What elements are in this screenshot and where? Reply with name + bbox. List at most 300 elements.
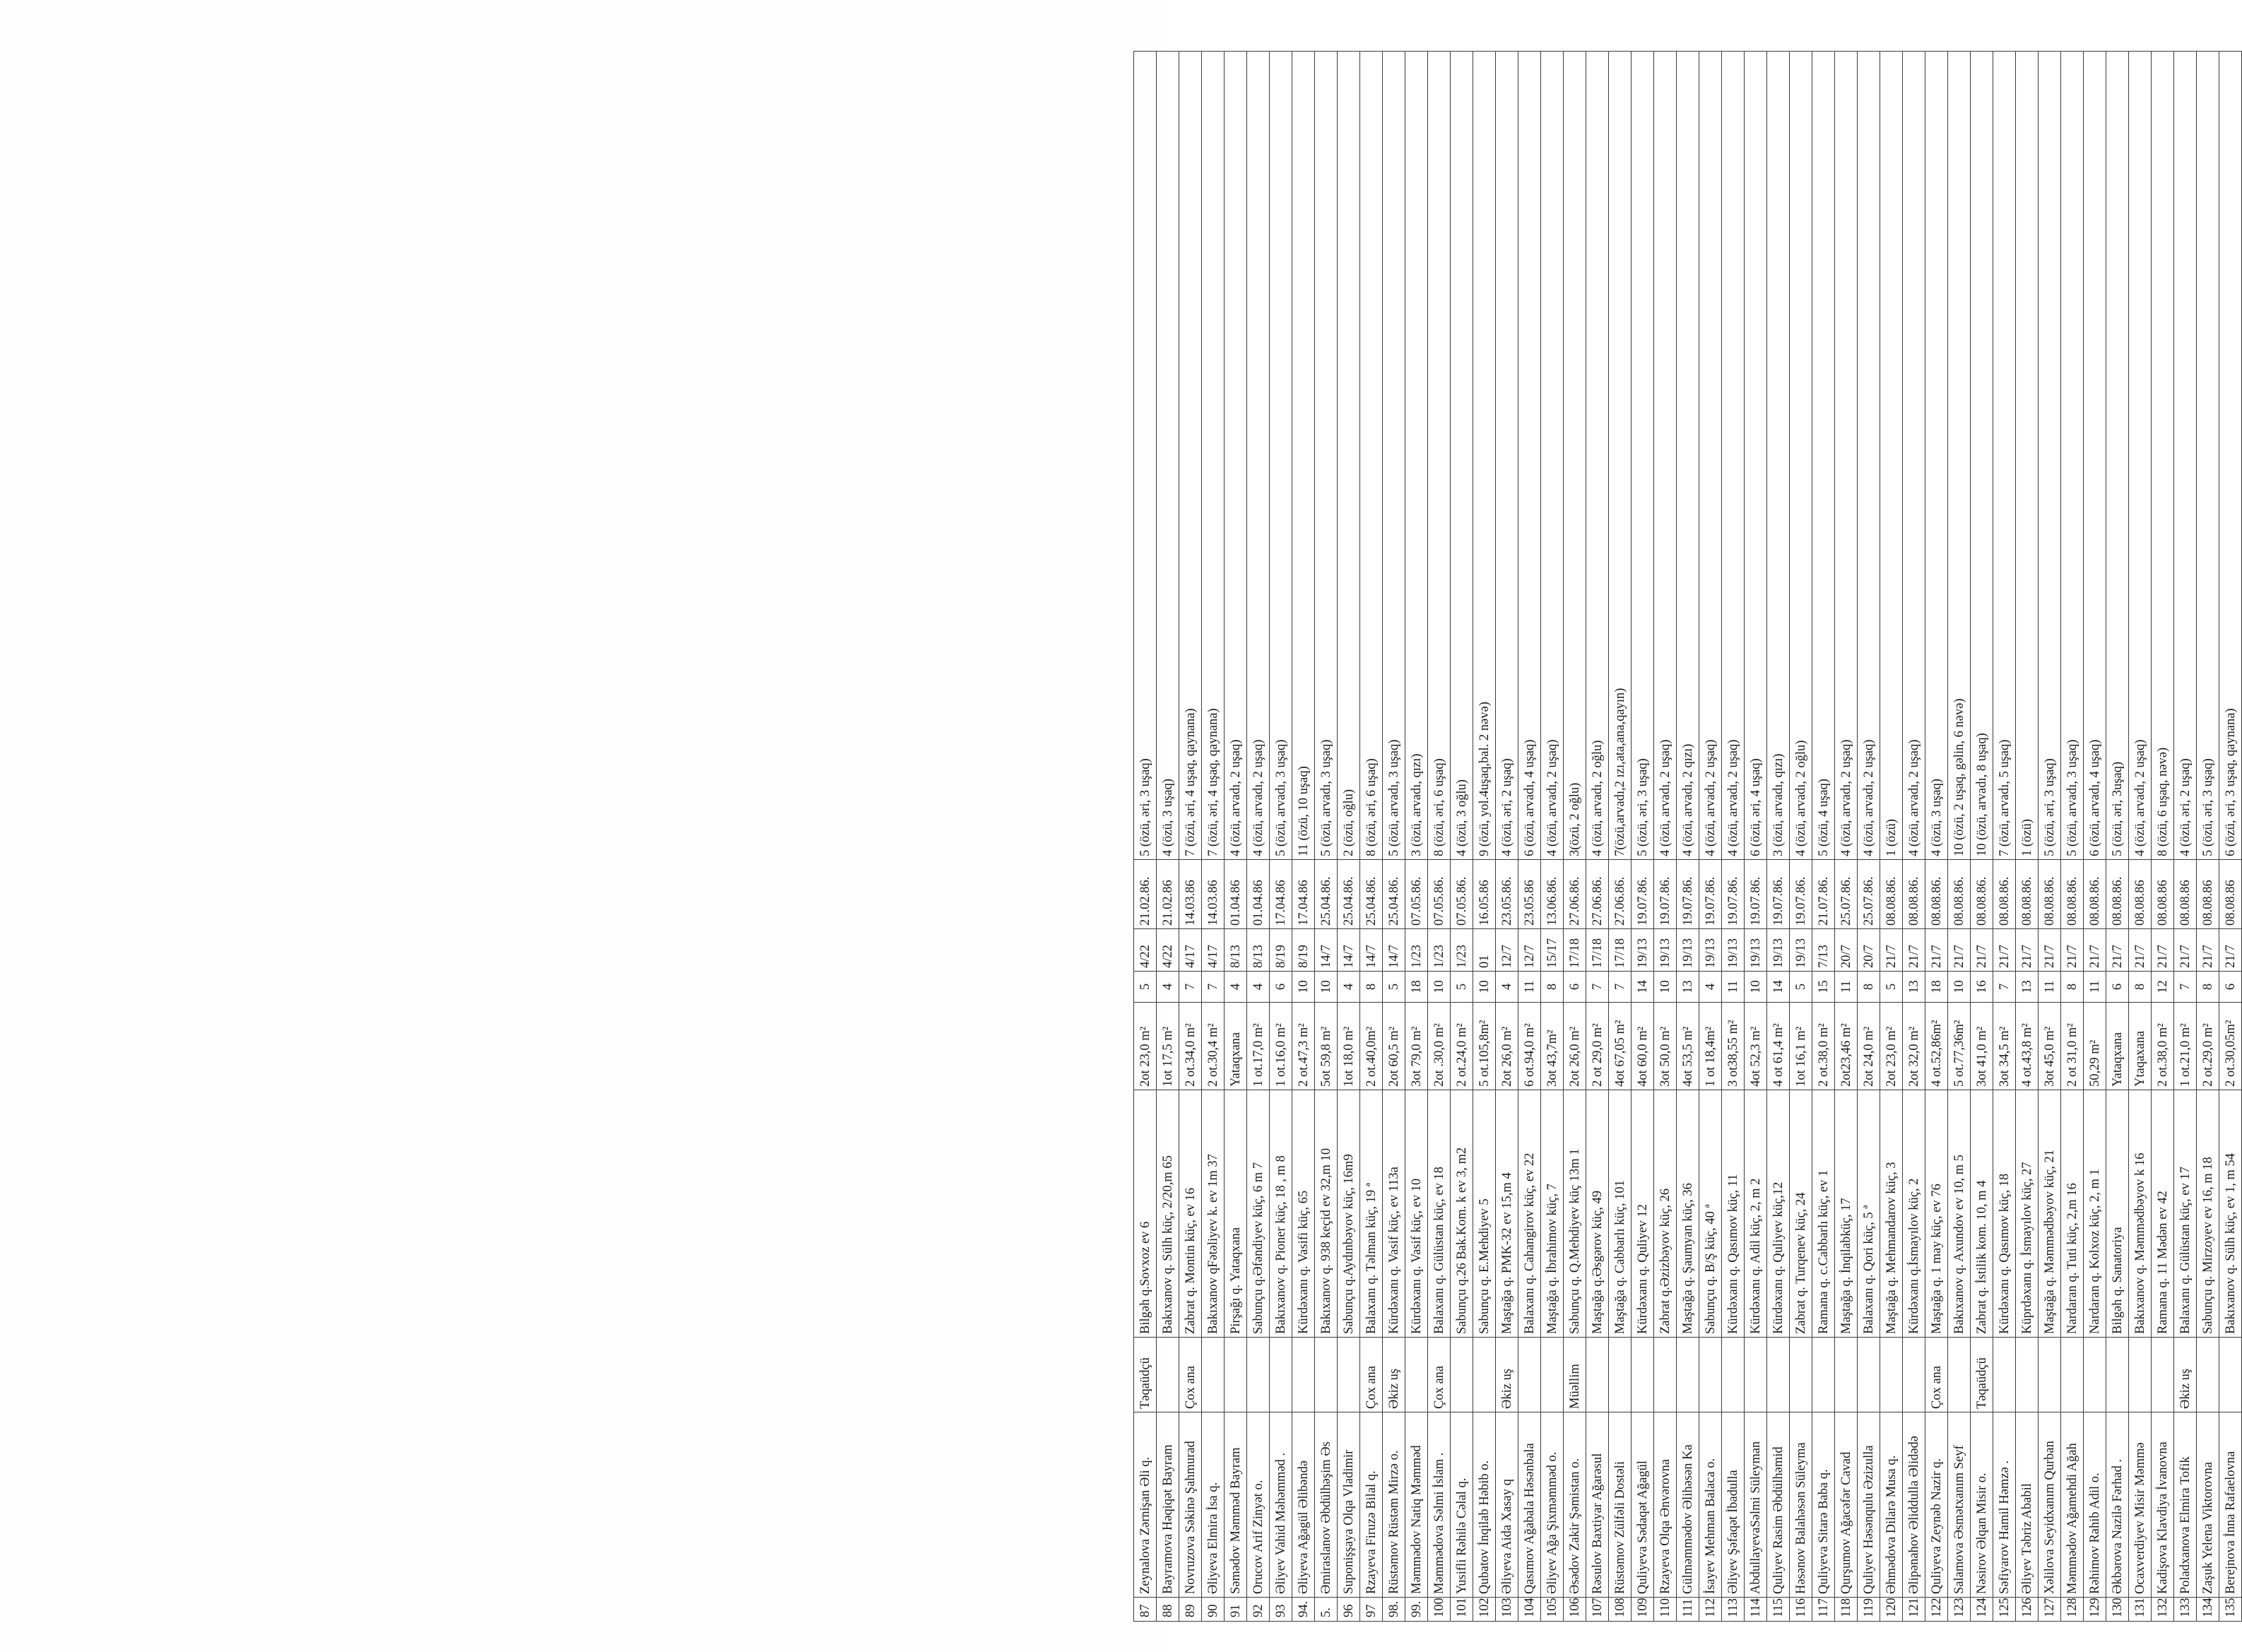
- cell-address: Kürdəxanı q. Vasif küç, ev 10: [1405, 1090, 1428, 1338]
- cell-living-area: 2ot 26,0 m²: [1496, 1003, 1518, 1090]
- cell-full-name: Əsədov Zakir Şəmistan o.: [1564, 1412, 1586, 1598]
- cell-category-status: [1790, 1338, 1812, 1412]
- cell-row-number: 91: [1225, 1598, 1247, 1622]
- cell-category-status: [2084, 1338, 2106, 1412]
- cell-registered-count: 11: [1722, 972, 1745, 1003]
- cell-living-area: 2 ot.40,0m²: [1360, 1003, 1383, 1090]
- cell-living-area: 3ot 45,0 m²: [2039, 1003, 2061, 1090]
- cell-registration-date: 25.07.86.: [1835, 860, 1858, 929]
- cell-full-name: Rəhimov Rahib Adil o.: [2084, 1412, 2106, 1598]
- cell-category-status: [1948, 1338, 1971, 1412]
- cell-row-number: 104: [1518, 1598, 1541, 1622]
- table-row: [1609, 52, 1632, 1622]
- cell-category-status: [1541, 1338, 1564, 1412]
- cell-living-area: 4ot 53,5 m²: [1677, 1003, 1699, 1090]
- cell-registration-date: 08.08.86.: [2084, 860, 2106, 929]
- cell-registered-count: 7: [1993, 972, 2016, 1003]
- cell-family-composition: 11 (özü, 10 uşaq): [1292, 52, 1315, 860]
- cell-order-number: 21/7: [2197, 929, 2219, 972]
- cell-category-status: [1880, 1338, 1903, 1412]
- cell-row-number: 90: [1202, 1598, 1225, 1622]
- cell-order-number: 20/7: [1858, 929, 1880, 972]
- table-row: [1541, 52, 1564, 1622]
- cell-category-status: [1654, 1338, 1677, 1412]
- cell-living-area: 2 ot 29,0 m²: [1586, 1003, 1609, 1090]
- cell-registered-count: 10: [1292, 972, 1315, 1003]
- cell-registration-date: 23.05.86: [1518, 860, 1541, 929]
- cell-order-number: 21/7: [2039, 929, 2061, 972]
- table-row: [1903, 52, 1925, 1622]
- cell-full-name: Əliyev Vahid Məhəmməd .: [1270, 1412, 1292, 1598]
- table-row: [1699, 52, 1722, 1622]
- cell-category-status: [1451, 1338, 1473, 1412]
- cell-full-name: Salamova Əsmətxanım Seyf: [1948, 1412, 1971, 1598]
- cell-category-status: [2106, 1338, 2129, 1412]
- cell-registered-count: 6: [1270, 972, 1292, 1003]
- cell-order-number: 8/13: [1225, 929, 1247, 972]
- cell-row-number: 103: [1496, 1598, 1518, 1622]
- cell-living-area: 2 ot.47,3 m²: [1292, 1003, 1315, 1090]
- cell-family-composition: 1 (özü): [1880, 52, 1903, 860]
- cell-registration-date: 23.05.86.: [1496, 860, 1518, 929]
- cell-category-status: [1315, 1338, 1338, 1412]
- cell-registration-date: 16.05.86: [1473, 860, 1496, 929]
- cell-family-composition: 4 (özü, arvadı, 2 uşaq): [1247, 52, 1270, 860]
- cell-family-composition: 7 (özü, əri, 4 uşaq, qaynana): [1179, 52, 1202, 860]
- table-row: [1473, 52, 1496, 1622]
- cell-registered-count: 10: [1948, 972, 1971, 1003]
- cell-family-composition: 5 (özü, əri, 3 uşaq): [2197, 52, 2219, 860]
- cell-registered-count: 6: [2106, 972, 2129, 1003]
- cell-address: Zabrat q. Turqenev küç, 24: [1790, 1090, 1812, 1338]
- cell-registered-count: 14: [1632, 972, 1654, 1003]
- cell-family-composition: 4 (özü, arvadı, 2 uşaq): [1699, 52, 1722, 860]
- table-row: [2129, 52, 2152, 1622]
- table-row: [1835, 52, 1858, 1622]
- cell-full-name: Novruzova Səkinə Şahmurad: [1179, 1412, 1202, 1598]
- cell-full-name: Zeynalova Zərnişan Əli q.: [1134, 1412, 1157, 1598]
- cell-living-area: 1ot 16,1 m²: [1790, 1003, 1812, 1090]
- table-row: [1247, 52, 1270, 1622]
- cell-living-area: 1ot 17,5 m²: [1157, 1003, 1179, 1090]
- cell-address: Zabrat q. İstilik kom. 10, m 4: [1971, 1090, 1993, 1338]
- cell-registered-count: 6: [1564, 972, 1586, 1003]
- table-row: [1202, 52, 1225, 1622]
- cell-registered-count: 5: [1383, 972, 1405, 1003]
- cell-living-area: 4 ot.52,86m²: [1925, 1003, 1948, 1090]
- cell-registration-date: 07.05.86.: [1428, 860, 1451, 929]
- cell-family-composition: 4 (özü, arvadı, 2 uşaq): [1541, 52, 1564, 860]
- cell-row-number: 124: [1971, 1598, 1993, 1622]
- cell-address: Maştağa q. Şaumyan küç, 36: [1677, 1090, 1699, 1338]
- cell-row-number: 102: [1473, 1598, 1496, 1622]
- cell-order-number: 4/17: [1202, 929, 1225, 972]
- cell-registration-date: 08.08.86: [2197, 860, 2219, 929]
- cell-registration-date: 19.07.86.: [1677, 860, 1699, 929]
- cell-category-status: [1722, 1338, 1745, 1412]
- cell-category-status: [1812, 1338, 1835, 1412]
- table-row: [1767, 52, 1790, 1622]
- cell-address: Sabunçu q.Əfəndiyev küç, 6 m 7: [1247, 1090, 1270, 1338]
- cell-living-area: 2 ot.29,0 m²: [2197, 1003, 2219, 1090]
- cell-family-composition: 4 (özü, arvadı, 2 uşaq): [1654, 52, 1677, 860]
- cell-row-number: 101: [1451, 1598, 1473, 1622]
- cell-category-status: Müəllim: [1564, 1338, 1586, 1412]
- cell-registration-date: 27.06.86.: [1586, 860, 1609, 929]
- cell-row-number: 106: [1564, 1598, 1586, 1622]
- cell-living-area: 2ot23,46 m²: [1835, 1003, 1858, 1090]
- cell-registered-count: 7: [1586, 972, 1609, 1003]
- cell-address: Bakıxanov q. Sülh küç, 2/20,m 65: [1157, 1090, 1179, 1338]
- cell-row-number: 87: [1134, 1598, 1157, 1622]
- table-row: [2174, 52, 2197, 1622]
- cell-category-status: Əkiz uş: [2174, 1338, 2197, 1412]
- table-row: [1564, 52, 1586, 1622]
- cell-family-composition: 7 (özü, əri, 4 uşaq, qaynana): [1202, 52, 1225, 860]
- cell-full-name: Ocaxverdiyev Misir Məmmə: [2129, 1412, 2152, 1598]
- cell-address: Kürdəxanı q. Qasımov küç, 18: [1993, 1090, 2016, 1338]
- cell-family-composition: 9 (özü, yol.4uşaq,bal. 2 nəvə): [1473, 52, 1496, 860]
- cell-full-name: Əliyeva Elmira İsa q.: [1202, 1412, 1225, 1598]
- cell-order-number: 15/17: [1541, 929, 1564, 972]
- cell-address: Küprdəxanı q. İsmayılov küç, 27: [2016, 1090, 2039, 1338]
- cell-row-number: 133: [2174, 1598, 2197, 1622]
- cell-registered-count: 10: [1315, 972, 1338, 1003]
- cell-category-status: [1677, 1338, 1699, 1412]
- cell-full-name: Quliyeva Sədaqət Ağagül: [1632, 1412, 1654, 1598]
- cell-category-status: [2039, 1338, 2061, 1412]
- cell-living-area: 4 ot 61,4 m²: [1767, 1003, 1790, 1090]
- cell-registered-count: 4: [1157, 972, 1179, 1003]
- cell-registration-date: 08.08.86.: [1880, 860, 1903, 929]
- cell-order-number: 4/22: [1157, 929, 1179, 972]
- cell-address: Kürdəxanı q. Qasımov küç, 11: [1722, 1090, 1745, 1338]
- cell-living-area: 3ot 41,0 m²: [1971, 1003, 1993, 1090]
- table-row: [1225, 52, 1247, 1622]
- cell-row-number: 105: [1541, 1598, 1564, 1622]
- table-row: [1790, 52, 1812, 1622]
- cell-registered-count: 6: [2219, 972, 2242, 1003]
- cell-full-name: Əliyeva Aida Xasay q: [1496, 1412, 1518, 1598]
- cell-family-composition: 4 (özü, arvadı, 2 uşaq): [1225, 52, 1247, 860]
- cell-registration-date: 08.08.86: [2219, 860, 2242, 929]
- cell-full-name: Suponişşaya Olqa Vladimir: [1338, 1412, 1360, 1598]
- table-row: [1993, 52, 2016, 1622]
- cell-address: Bilgəh q.Sovxoz ev 6: [1134, 1090, 1157, 1338]
- table-row: [1812, 52, 1835, 1622]
- table-row: [1360, 52, 1383, 1622]
- cell-category-status: [2197, 1338, 2219, 1412]
- cell-row-number: 114: [1745, 1598, 1767, 1622]
- cell-order-number: 19/13: [1790, 929, 1812, 972]
- cell-registration-date: 08.08.86.: [1948, 860, 1971, 929]
- cell-registration-date: 21.02.86.: [1134, 860, 1157, 929]
- table-row: [2084, 52, 2106, 1622]
- cell-address: Balaxanı q. Gülüstan küç, ev 18: [1428, 1090, 1451, 1338]
- cell-row-number: 121: [1903, 1598, 1925, 1622]
- cell-family-composition: 4 (özü, arvadı, 2 uşaq): [1835, 52, 1858, 860]
- cell-registration-date: 08.08.86: [2174, 860, 2197, 929]
- cell-order-number: 4/17: [1179, 929, 1202, 972]
- cell-living-area: 2ot .30,0 m²: [1428, 1003, 1451, 1090]
- cell-address: Pirşağı q. Yataqxana: [1225, 1090, 1247, 1338]
- cell-order-number: 14/7: [1383, 929, 1405, 972]
- cell-row-number: 119: [1858, 1598, 1880, 1622]
- cell-full-name: Əliyev Təbriz Ababil: [2016, 1412, 2039, 1598]
- cell-row-number: 100: [1428, 1598, 1451, 1622]
- cell-order-number: 12/7: [1496, 929, 1518, 972]
- table-row: [1496, 52, 1518, 1622]
- cell-order-number: 19/13: [1632, 929, 1654, 972]
- cell-registration-date: 08.08.86: [2129, 860, 2152, 929]
- cell-row-number: 118: [1835, 1598, 1858, 1622]
- cell-address: Sabunçu q. B/Ş küç, 40 ª: [1699, 1090, 1722, 1338]
- table-row: [1451, 52, 1473, 1622]
- cell-order-number: 19/13: [1745, 929, 1767, 972]
- table-row: [1745, 52, 1767, 1622]
- cell-address: Bakıxanov qFətəliyev k. ev 1m 37: [1202, 1090, 1225, 1338]
- cell-registered-count: 18: [1405, 972, 1428, 1003]
- cell-living-area: 3 ot38,55 m²: [1722, 1003, 1745, 1090]
- cell-category-status: [2016, 1338, 2039, 1412]
- cell-address: Bakıxanov q. Sülh küç, ev 1, m 54: [2219, 1090, 2242, 1338]
- cell-order-number: 8/13: [1247, 929, 1270, 972]
- cell-category-status: Çox ana: [1179, 1338, 1202, 1412]
- cell-registration-date: 08.08.86.: [1993, 860, 2016, 929]
- cell-order-number: 8/19: [1270, 929, 1292, 972]
- cell-row-number: 107: [1586, 1598, 1609, 1622]
- cell-order-number: 12/7: [1518, 929, 1541, 972]
- table-row: [1654, 52, 1677, 1622]
- cell-registered-count: 8: [1858, 972, 1880, 1003]
- cell-full-name: Xəlilova Seyidxanım Qurban: [2039, 1412, 2061, 1598]
- cell-family-composition: 5 (özü, arvadı, 3 uşaq): [2061, 52, 2084, 860]
- cell-family-composition: 4 (özü, əri, 2 uşaq): [1496, 52, 1518, 860]
- cell-family-composition: 4 (özü, arvadı, 2 qızı): [1677, 52, 1699, 860]
- cell-registered-count: 11: [1835, 972, 1858, 1003]
- cell-row-number: 131: [2129, 1598, 2152, 1622]
- cell-row-number: 123: [1948, 1598, 1971, 1622]
- cell-registration-date: 19.07.86.: [1767, 860, 1790, 929]
- cell-row-number: 130: [2106, 1598, 2129, 1622]
- cell-order-number: 21/7: [1925, 929, 1948, 972]
- table-row: [1880, 52, 1903, 1622]
- housing-queue-table: [1133, 51, 2242, 1622]
- cell-living-area: 2 ot.24,0 m²: [1451, 1003, 1473, 1090]
- cell-living-area: 2ot 32,0 m²: [1903, 1003, 1925, 1090]
- cell-address: Ramana q. 11 Mədən ev 42: [2152, 1090, 2174, 1338]
- cell-address: Kürdəxanı q.İsmayılov küç, 2: [1903, 1090, 1925, 1338]
- cell-category-status: [1632, 1338, 1654, 1412]
- cell-family-composition: 5 (özü, arvadı, 3 uşaq): [1270, 52, 1292, 860]
- cell-registered-count: 13: [1903, 972, 1925, 1003]
- cell-full-name: Məmmədov Natiq Məmməd: [1405, 1412, 1428, 1598]
- table-row: [1428, 52, 1451, 1622]
- cell-registration-date: 08.08.86.: [1925, 860, 1948, 929]
- cell-order-number: 1/23: [1405, 929, 1428, 972]
- table-row: [1338, 52, 1360, 1622]
- rotated-table-container: [1133, 52, 2238, 1622]
- cell-row-number: 126: [2016, 1598, 2039, 1622]
- cell-registered-count: 7: [1202, 972, 1225, 1003]
- cell-category-status: [1835, 1338, 1858, 1412]
- cell-address: Sabunçu q.Aydınbəyov küç, 16m9: [1338, 1090, 1360, 1338]
- cell-full-name: Bayramova Həqiqət Bayram: [1157, 1412, 1179, 1598]
- cell-living-area: 2ot 23,0 m²: [1134, 1003, 1157, 1090]
- cell-family-composition: 4 (özü, əri, 2 uşaq): [2174, 52, 2197, 860]
- cell-living-area: 3ot 79,0 m²: [1405, 1003, 1428, 1090]
- cell-living-area: 4ot 67,05 m²: [1609, 1003, 1632, 1090]
- cell-registered-count: 5: [1134, 972, 1157, 1003]
- cell-registration-date: 25.04.86.: [1338, 860, 1360, 929]
- cell-registration-date: 13.06.86.: [1541, 860, 1564, 929]
- cell-registered-count: 8: [2197, 972, 2219, 1003]
- cell-registration-date: 08.08.86.: [1903, 860, 1925, 929]
- cell-address: Maştağa q.Əsgərov küç, 49: [1586, 1090, 1609, 1338]
- cell-family-composition: 5 (özü, 4 uşaq): [1812, 52, 1835, 860]
- cell-address: Maştağa q. Mehmandarov küç, 3: [1880, 1090, 1903, 1338]
- cell-address: Zabrat q. Montin küç, ev 16: [1179, 1090, 1202, 1338]
- cell-address: Balaxanı q. Cahangirov küç, ev 22: [1518, 1090, 1541, 1338]
- cell-category-status: [1745, 1338, 1767, 1412]
- cell-full-name: Əmiraslanov Əbdülhəşim Əs: [1315, 1412, 1338, 1598]
- cell-order-number: 19/13: [1677, 929, 1699, 972]
- cell-registration-date: 25.04.86.: [1360, 860, 1383, 929]
- cell-full-name: Rzayeva Firuzə Bilal q.: [1360, 1412, 1383, 1598]
- cell-full-name: Quliyev Rasim Əbdülhəmid: [1767, 1412, 1790, 1598]
- cell-category-status: [1338, 1338, 1360, 1412]
- cell-family-composition: 4 (özü, 3 oğlu): [1451, 52, 1473, 860]
- cell-row-number: 112: [1699, 1598, 1722, 1622]
- cell-family-composition: 5 (özü, əri, 3 uşaq): [1632, 52, 1654, 860]
- cell-family-composition: 5 (özü, əri, 3uşaq): [2106, 52, 2129, 860]
- cell-row-number: 88: [1157, 1598, 1179, 1622]
- cell-address: Maştağa q. Cabbarlı küç, 101: [1609, 1090, 1632, 1338]
- table-row: [1405, 52, 1428, 1622]
- cell-full-name: Yusifli Rəhilə Cəlal q.: [1451, 1412, 1473, 1598]
- cell-registration-date: 25.04.86.: [1315, 860, 1338, 929]
- cell-living-area: 1 ot.16,0 m²: [1270, 1003, 1292, 1090]
- cell-registered-count: 11: [2084, 972, 2106, 1003]
- cell-full-name: Əhmədova Dilarə Musa q.: [1880, 1412, 1903, 1598]
- table-row: [2016, 52, 2039, 1622]
- cell-row-number: 92: [1247, 1598, 1270, 1622]
- cell-living-area: 3ot 50,0 m²: [1654, 1003, 1677, 1090]
- cell-registration-date: 21.07.86.: [1812, 860, 1835, 929]
- cell-order-number: 21/7: [1993, 929, 2016, 972]
- cell-full-name: Məmmədov Ağamehdi Ağah: [2061, 1412, 2084, 1598]
- cell-registered-count: 8: [1541, 972, 1564, 1003]
- table-row: [1179, 52, 1202, 1622]
- cell-row-number: 116: [1790, 1598, 1812, 1622]
- cell-registered-count: 10: [1473, 972, 1496, 1003]
- cell-address: Balaxanı q. Qori küç, 5 ª: [1858, 1090, 1880, 1338]
- cell-registered-count: 13: [2016, 972, 2039, 1003]
- cell-registered-count: 10: [1654, 972, 1677, 1003]
- cell-full-name: Rəsulov Baxtiyar Ağarəsul: [1586, 1412, 1609, 1598]
- table-row: [1948, 52, 1971, 1622]
- cell-row-number: 5.: [1315, 1598, 1338, 1622]
- cell-registered-count: 7: [1609, 972, 1632, 1003]
- cell-address: Kürdəxanı q. Vasifi küç, 65: [1292, 1090, 1315, 1338]
- cell-full-name: Gülməmmədov Əlihəsən Ka: [1677, 1412, 1699, 1598]
- cell-full-name: Səmədov Məmməd Bayram: [1225, 1412, 1247, 1598]
- cell-registration-date: 01.04.86: [1247, 860, 1270, 929]
- table-row: [1518, 52, 1541, 1622]
- cell-category-status: [1903, 1338, 1925, 1412]
- table-row: [1383, 52, 1405, 1622]
- cell-category-status: [1586, 1338, 1609, 1412]
- cell-order-number: 1/23: [1428, 929, 1451, 972]
- cell-address: Ramana q. c.Cabbarlı küç, ev 1: [1812, 1090, 1835, 1338]
- cell-family-composition: 5 (özü, əri, 3 uşaq): [2039, 52, 2061, 860]
- cell-category-status: [1225, 1338, 1247, 1412]
- cell-order-number: 21/7: [1903, 929, 1925, 972]
- cell-order-number: 21/7: [2174, 929, 2197, 972]
- cell-address: Balaxanı q. Təlman küç, 19 ª: [1360, 1090, 1383, 1338]
- cell-row-number: 135: [2219, 1598, 2242, 1622]
- cell-full-name: Qasımov Ağabala Həsənbala: [1518, 1412, 1541, 1598]
- cell-category-status: Çox ana: [1360, 1338, 1383, 1412]
- cell-row-number: 109: [1632, 1598, 1654, 1622]
- cell-order-number: 19/13: [1654, 929, 1677, 972]
- cell-living-area: 2 ot.30,4 m²: [1202, 1003, 1225, 1090]
- cell-order-number: 21/7: [1971, 929, 1993, 972]
- cell-registered-count: 14: [1767, 972, 1790, 1003]
- cell-full-name: Nəsirov Əlqan Misir o.: [1971, 1412, 1993, 1598]
- cell-registration-date: 27.06.86.: [1564, 860, 1586, 929]
- table-row: [2152, 52, 2174, 1622]
- cell-category-status: [1473, 1338, 1496, 1412]
- cell-order-number: 01: [1473, 929, 1496, 972]
- cell-row-number: 115: [1767, 1598, 1790, 1622]
- cell-address: Bakıxanov q. Axundov ev 10, m 5: [1948, 1090, 1971, 1338]
- cell-row-number: 120: [1880, 1598, 1903, 1622]
- cell-registration-date: 01.04.86: [1225, 860, 1247, 929]
- cell-registration-date: 08.08.86.: [2016, 860, 2039, 929]
- cell-row-number: 99.: [1405, 1598, 1428, 1622]
- cell-address: Bakıxanov q. Pioner küç, 18 , m 8: [1270, 1090, 1292, 1338]
- cell-category-status: Təqaüdçü: [1971, 1338, 1993, 1412]
- cell-row-number: 113: [1722, 1598, 1745, 1622]
- cell-category-status: [1858, 1338, 1880, 1412]
- cell-full-name: İsayev Mehman Balaca o.: [1699, 1412, 1722, 1598]
- cell-registered-count: 7: [2174, 972, 2197, 1003]
- cell-full-name: Həsənov Balahəsən Süleyma: [1790, 1412, 1812, 1598]
- cell-family-composition: 4 (özü, 3 uşaq): [1925, 52, 1948, 860]
- cell-living-area: 2ot 24,0 m²: [1858, 1003, 1880, 1090]
- cell-registered-count: 11: [2039, 972, 2061, 1003]
- cell-registration-date: 07.05.86.: [1405, 860, 1428, 929]
- cell-row-number: 93: [1270, 1598, 1292, 1622]
- table-row: [1134, 52, 1157, 1622]
- cell-registration-date: 25.04.86.: [1383, 860, 1405, 929]
- cell-family-composition: 5 (özü, arvadı, 3 uşaq): [1383, 52, 1405, 860]
- cell-order-number: 21/7: [2152, 929, 2174, 972]
- cell-family-composition: 3(özü, 2 oğlu): [1564, 52, 1586, 860]
- cell-living-area: 1 ot.21,0 m²: [2174, 1003, 2197, 1090]
- cell-family-composition: 4 (özü, arvadı, 2 uşaq): [1858, 52, 1880, 860]
- cell-family-composition: 6 (özü, əri, 3 uşaq, qaynana): [2219, 52, 2242, 860]
- cell-category-status: Təqaüdçü: [1134, 1338, 1157, 1412]
- cell-registration-date: 27.06.86.: [1609, 860, 1632, 929]
- table-row: [2106, 52, 2129, 1622]
- cell-full-name: Quliyev Həsənqulu Əzizulla: [1858, 1412, 1880, 1598]
- cell-family-composition: 6 (özü, arvadı, 4 uşaq): [1518, 52, 1541, 860]
- cell-order-number: 21/7: [2061, 929, 2084, 972]
- cell-living-area: 1 ot 18,4m²: [1699, 1003, 1722, 1090]
- cell-living-area: 2 ot.30,05m²: [2219, 1003, 2242, 1090]
